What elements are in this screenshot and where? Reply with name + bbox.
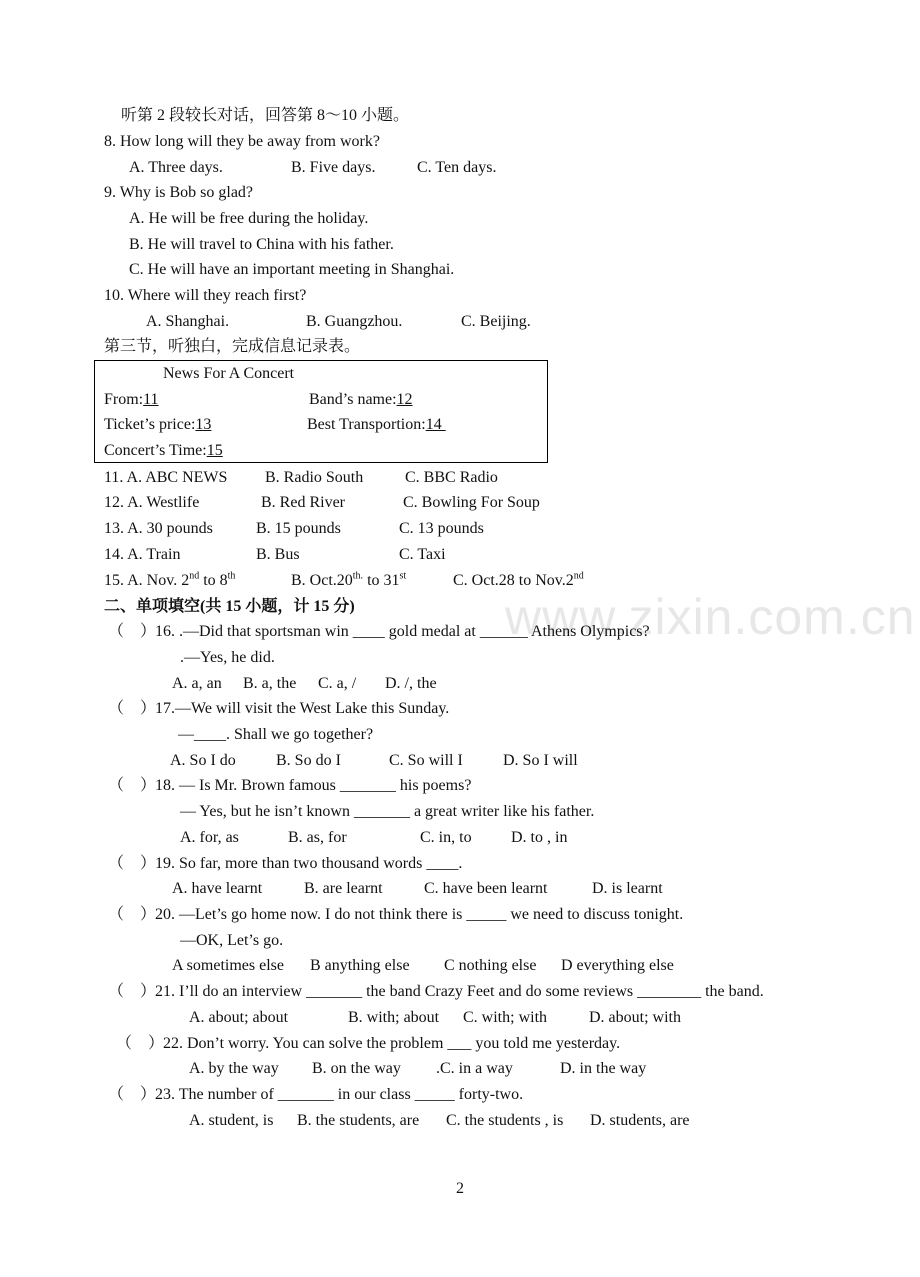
question-9-option-b: B. He will travel to China with his father. bbox=[129, 236, 394, 253]
question-9-option-c: C. He will have an important meeting in Shanghai. bbox=[129, 261, 455, 278]
question-20-option-c: C nothing else bbox=[444, 957, 537, 974]
page-number: 2 bbox=[456, 1180, 464, 1197]
question-10-option-a: A. Shanghai. bbox=[146, 313, 230, 330]
question-22-option-c: .C. in a way bbox=[436, 1060, 513, 1077]
answer-paren-17: （ ） bbox=[108, 700, 157, 717]
question-16-stem: 16. .—Did that sportsman win ____ gold medal at ______ Athens Olympics? bbox=[155, 623, 650, 640]
answer-paren-18: （ ） bbox=[108, 777, 157, 794]
section-intro: 听第 2 段较长对话，回答第 8～10 小题。 bbox=[121, 107, 410, 124]
question-21-option-d: D. about; with bbox=[589, 1009, 681, 1026]
table-concert-time: Concert’s Time:15 bbox=[104, 442, 223, 459]
question-18-option-b: B. as, for bbox=[288, 829, 347, 846]
question-18-option-a: A. for, as bbox=[180, 829, 239, 846]
question-15-option-a: 15. A. Nov. 2nd to 8th bbox=[104, 570, 236, 589]
question-8-option-c: C. Ten days. bbox=[417, 159, 497, 176]
question-21-option-b: B. with; about bbox=[348, 1009, 440, 1026]
section-3-title: 第三节，听独白，完成信息记录表。 bbox=[104, 338, 361, 355]
table-band-name: Band’s name:12 bbox=[309, 391, 413, 408]
question-10-stem: 10. Where will they reach first? bbox=[104, 287, 307, 304]
question-17-option-a: A. So I do bbox=[170, 752, 236, 769]
question-16-reply: .—Yes, he did. bbox=[180, 649, 275, 666]
question-16-option-c: C. a, / bbox=[318, 675, 357, 692]
question-17-stem: 17.—We will visit the West Lake this Sunday. bbox=[155, 700, 450, 717]
question-19-stem: 19. So far, more than two thousand words ____. bbox=[155, 855, 463, 872]
question-18-reply: — Yes, but he isn’t known _______ a great writer like his father. bbox=[180, 803, 595, 820]
question-23-option-a: A. student, is bbox=[189, 1112, 274, 1129]
question-18-stem: 18. — Is Mr. Brown famous _______ his poems? bbox=[155, 777, 472, 794]
table-from: From:11 bbox=[104, 391, 159, 408]
question-12-option-c: C. Bowling For Soup bbox=[403, 494, 540, 511]
watermark: www.zixin.com.cn bbox=[505, 589, 916, 645]
question-20-option-b: B anything else bbox=[310, 957, 410, 974]
answer-paren-21: （ ） bbox=[108, 983, 157, 1000]
question-8-option-b: B. Five days. bbox=[291, 159, 376, 176]
question-17-option-d: D. So I will bbox=[503, 752, 578, 769]
question-11-option-b: B. Radio South bbox=[265, 469, 364, 486]
question-9-stem: 9. Why is Bob so glad? bbox=[104, 184, 254, 201]
question-18-option-d: D. to , in bbox=[511, 829, 568, 846]
question-22-option-d: D. in the way bbox=[560, 1060, 647, 1077]
question-12-option-b: B. Red River bbox=[261, 494, 345, 511]
table-title: News For A Concert bbox=[163, 365, 295, 382]
question-9-option-a: A. He will be free during the holiday. bbox=[129, 210, 369, 227]
question-17-option-c: C. So will I bbox=[389, 752, 463, 769]
question-23-stem: 23. The number of _______ in our class _____ forty-two. bbox=[155, 1086, 524, 1103]
question-19-option-b: B. are learnt bbox=[304, 880, 383, 897]
question-23-option-b: B. the students, are bbox=[297, 1112, 420, 1129]
question-20-reply: —OK, Let’s go. bbox=[180, 932, 284, 949]
question-12-option-a: 12. A. Westlife bbox=[104, 494, 200, 511]
question-15-option-b: B. $Oct.20^{th.}$ to 31st bbox=[291, 570, 407, 589]
question-8-option-a: A. Three days. bbox=[129, 159, 223, 176]
question-21-option-c: C. with; with bbox=[463, 1009, 548, 1026]
question-22-stem: 22. Don’t worry. You can solve the problem ___ you told me yesterday. bbox=[163, 1035, 621, 1052]
question-16-option-a: A. a, an bbox=[172, 675, 222, 692]
question-20-option-a: A sometimes else bbox=[172, 957, 284, 974]
table-best-transport: Best Transportion:14 bbox=[307, 416, 446, 433]
question-14-option-c: C. Taxi bbox=[399, 546, 446, 563]
question-19-option-c: C. have been learnt bbox=[424, 880, 548, 897]
part-2-title: 二、单项填空(共 15 小题，计 15 分) bbox=[104, 598, 355, 615]
question-10-option-c: C. Beijing. bbox=[461, 313, 531, 330]
table-ticket-price: Ticket’s price:13 bbox=[104, 416, 212, 433]
answer-paren-22: （ ） bbox=[116, 1035, 165, 1052]
question-22-option-a: A. by the way bbox=[189, 1060, 279, 1077]
blank-12: 12 bbox=[396, 391, 413, 408]
question-18-option-c: C. in, to bbox=[420, 829, 472, 846]
question-20-stem: 20. —Let’s go home now. I do not think there is _____ we need to discuss tonight. bbox=[155, 906, 684, 923]
question-19-option-d: D. is learnt bbox=[592, 880, 663, 897]
question-16-option-d: D. /, the bbox=[385, 675, 437, 692]
question-16-option-b: B. a, the bbox=[243, 675, 297, 692]
blank-13: 13 bbox=[195, 416, 212, 433]
question-21-stem: 21. I’ll do an interview _______ the band Crazy Feet and do some reviews ________ the band. bbox=[155, 983, 764, 1000]
question-22-option-b: B. on the way bbox=[312, 1060, 401, 1077]
question-8-stem: 8. How long will they be away from work? bbox=[104, 133, 380, 150]
question-23-option-c: C. the students , is bbox=[446, 1112, 564, 1129]
question-14-option-a: 14. A. Train bbox=[104, 546, 181, 563]
question-13-option-c: C. 13 pounds bbox=[399, 520, 484, 537]
blank-15: 15 bbox=[206, 442, 223, 459]
question-13-option-a: 13. A. 30 pounds bbox=[104, 520, 213, 537]
question-17-option-b: B. So do I bbox=[276, 752, 341, 769]
question-15-option-c: C. Oct.28 to Nov.2nd bbox=[453, 570, 584, 589]
question-23-option-d: D. students, are bbox=[590, 1112, 690, 1129]
question-19-option-a: A. have learnt bbox=[172, 880, 263, 897]
question-11-option-a: 11. A. ABC NEWS bbox=[104, 469, 228, 486]
question-20-option-d: D everything else bbox=[561, 957, 674, 974]
answer-paren-20: （ ） bbox=[108, 906, 157, 923]
question-11-option-c: C. BBC Radio bbox=[405, 469, 498, 486]
answer-paren-16: （ ） bbox=[108, 623, 157, 640]
answer-paren-23: （ ） bbox=[108, 1086, 157, 1103]
blank-11: 11 bbox=[143, 391, 159, 408]
question-10-option-b: B. Guangzhou. bbox=[306, 313, 403, 330]
question-17-reply: —____. Shall we go together? bbox=[178, 726, 374, 743]
blank-14: 14 bbox=[425, 416, 446, 433]
answer-paren-19: （ ） bbox=[108, 855, 157, 872]
question-14-option-b: B. Bus bbox=[256, 546, 300, 563]
question-13-option-b: B. 15 pounds bbox=[256, 520, 341, 537]
question-21-option-a: A. about; about bbox=[189, 1009, 289, 1026]
